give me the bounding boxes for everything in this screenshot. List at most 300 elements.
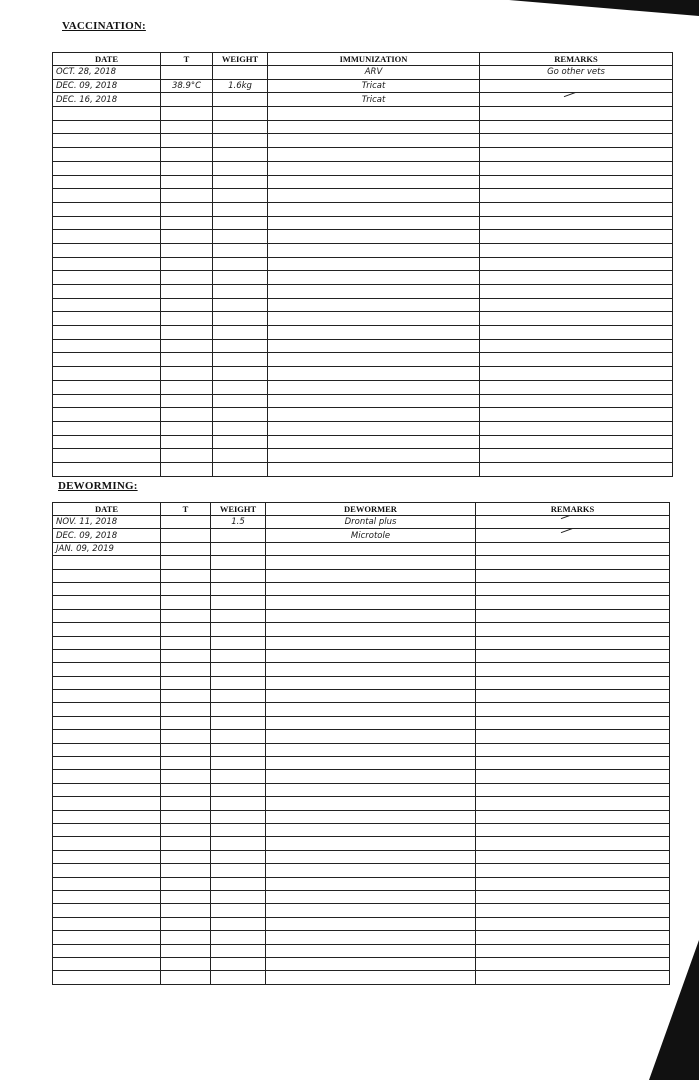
table-row <box>53 107 673 121</box>
table-row <box>53 161 673 175</box>
cell-t <box>161 944 211 957</box>
table-row <box>53 202 673 216</box>
cell-weight <box>213 120 268 134</box>
column-header-date: DATE <box>53 503 161 516</box>
cell-t <box>161 421 213 435</box>
cell-weight <box>213 161 268 175</box>
cell-t <box>161 243 213 257</box>
cell-t <box>161 810 211 823</box>
cell-remarks: Go other vets <box>480 66 673 80</box>
table-row <box>53 189 673 203</box>
cell-date <box>53 449 161 463</box>
cell-date <box>53 716 161 729</box>
table-row <box>53 285 673 299</box>
cell-remarks <box>476 850 670 863</box>
column-header-remarks: REMARKS <box>476 503 670 516</box>
cell-date <box>53 462 161 476</box>
cell-remarks <box>480 257 673 271</box>
cell-date <box>53 703 161 716</box>
cell-t <box>161 649 211 662</box>
cell-t <box>161 690 211 703</box>
cell-weight <box>211 676 266 689</box>
cell-t <box>161 837 211 850</box>
cell-immunization <box>268 367 480 381</box>
cell-date <box>53 917 161 930</box>
cell-t <box>161 257 213 271</box>
cell-t <box>161 93 213 107</box>
cell-date <box>53 957 161 970</box>
cell-date <box>53 408 161 422</box>
cell-remarks <box>476 837 670 850</box>
cell-remarks <box>476 636 670 649</box>
cell-weight <box>211 823 266 836</box>
vaccination-title: VACCINATION: <box>62 20 146 32</box>
table-row <box>53 582 670 595</box>
table-row <box>53 542 670 555</box>
cell-weight <box>213 421 268 435</box>
cell-t <box>161 367 213 381</box>
cell-date <box>53 394 161 408</box>
cell-immunization <box>268 120 480 134</box>
cell-weight <box>211 810 266 823</box>
table-row <box>53 353 673 367</box>
cell-date <box>53 556 161 569</box>
vaccination-table <box>52 52 673 477</box>
cell-remarks <box>476 596 670 609</box>
cell-date <box>53 271 161 285</box>
cell-date <box>53 971 161 984</box>
cell-date <box>53 837 161 850</box>
cell-date <box>53 148 161 162</box>
table-row <box>53 216 673 230</box>
cell-t <box>161 134 213 148</box>
cell-remarks <box>476 569 670 582</box>
cell-weight <box>213 367 268 381</box>
cell-t <box>161 175 213 189</box>
table-row <box>53 312 673 326</box>
cell-remarks <box>480 298 673 312</box>
cell-remarks <box>476 757 670 770</box>
cell-date <box>53 161 161 175</box>
cell-dewormer <box>266 971 476 984</box>
cell-dewormer <box>266 864 476 877</box>
table-row <box>53 837 670 850</box>
cell-remarks <box>476 556 670 569</box>
table-row <box>53 148 673 162</box>
cell-remarks <box>480 230 673 244</box>
table-row <box>53 850 670 863</box>
cell-dewormer <box>266 676 476 689</box>
cell-date <box>53 649 161 662</box>
cell-remarks <box>480 449 673 463</box>
table-row <box>53 257 673 271</box>
cell-t <box>161 971 211 984</box>
table-row <box>53 569 670 582</box>
table-row <box>53 890 670 903</box>
cell-dewormer <box>266 569 476 582</box>
cell-weight <box>213 230 268 244</box>
table-row <box>53 380 673 394</box>
table-row <box>53 435 673 449</box>
cell-t <box>161 271 213 285</box>
cell-dewormer <box>266 890 476 903</box>
cell-remarks <box>480 380 673 394</box>
cell-weight <box>213 449 268 463</box>
cell-immunization <box>268 216 480 230</box>
cell-dewormer <box>266 837 476 850</box>
cell-dewormer <box>266 636 476 649</box>
cell-remarks <box>480 243 673 257</box>
table-row <box>53 971 670 984</box>
column-header-immunization: IMMUNIZATION <box>268 53 480 66</box>
cell-dewormer <box>266 823 476 836</box>
cell-date <box>53 676 161 689</box>
cell-date <box>53 257 161 271</box>
cell-t <box>161 66 213 80</box>
table-row <box>53 636 670 649</box>
cell-t <box>161 516 211 529</box>
cell-t <box>161 703 211 716</box>
cell-immunization: Tricat <box>268 93 480 107</box>
table-row <box>53 516 670 529</box>
cell-immunization <box>268 326 480 340</box>
cell-date <box>53 743 161 756</box>
cell-date <box>53 636 161 649</box>
cell-weight <box>213 107 268 121</box>
cell-remarks <box>476 917 670 930</box>
cell-t <box>161 107 213 121</box>
cell-date <box>53 890 161 903</box>
cell-remarks <box>480 353 673 367</box>
cell-date <box>53 230 161 244</box>
cell-t <box>161 298 213 312</box>
cell-date <box>53 435 161 449</box>
cell-remarks <box>480 79 673 93</box>
cell-dewormer: Microtole <box>266 529 476 542</box>
cell-remarks <box>476 797 670 810</box>
table-row <box>53 449 673 463</box>
cell-weight <box>211 716 266 729</box>
cell-dewormer <box>266 783 476 796</box>
cell-weight <box>211 837 266 850</box>
table-row <box>53 326 673 340</box>
cell-dewormer <box>266 556 476 569</box>
cell-remarks <box>476 609 670 622</box>
table-row <box>53 716 670 729</box>
table-row <box>53 797 670 810</box>
cell-date <box>53 285 161 299</box>
table-row <box>53 66 673 80</box>
cell-remarks <box>480 148 673 162</box>
cell-remarks <box>480 462 673 476</box>
cell-date <box>53 380 161 394</box>
cell-remarks <box>480 134 673 148</box>
cell-t <box>161 663 211 676</box>
cell-date <box>53 690 161 703</box>
cell-date <box>53 623 161 636</box>
table-row <box>53 609 670 622</box>
table-row <box>53 134 673 148</box>
cell-remarks <box>476 703 670 716</box>
cell-date <box>53 189 161 203</box>
cell-immunization <box>268 394 480 408</box>
cell-date <box>53 663 161 676</box>
cell-remarks <box>476 810 670 823</box>
cell-dewormer <box>266 716 476 729</box>
cell-t <box>161 931 211 944</box>
cell-dewormer <box>266 582 476 595</box>
cell-dewormer <box>266 690 476 703</box>
cell-weight <box>211 917 266 930</box>
cell-dewormer <box>266 917 476 930</box>
cell-weight <box>213 326 268 340</box>
cell-t <box>161 797 211 810</box>
cell-t <box>161 161 213 175</box>
cell-date <box>53 757 161 770</box>
cell-weight <box>213 66 268 80</box>
cell-immunization <box>268 380 480 394</box>
table-row <box>53 298 673 312</box>
table-row <box>53 663 670 676</box>
table-row <box>53 623 670 636</box>
cell-weight <box>211 649 266 662</box>
cell-weight <box>211 690 266 703</box>
cell-t <box>161 189 213 203</box>
cell-t <box>161 312 213 326</box>
cell-immunization: Tricat <box>268 79 480 93</box>
table-row <box>53 770 670 783</box>
cell-dewormer: Drontal plus <box>266 516 476 529</box>
cell-date <box>53 730 161 743</box>
check-stroke <box>560 516 583 525</box>
cell-remarks <box>480 435 673 449</box>
cell-date <box>53 107 161 121</box>
cell-t <box>161 449 213 463</box>
cell-t <box>161 864 211 877</box>
column-header-t: T <box>161 503 211 516</box>
cell-immunization <box>268 230 480 244</box>
cell-weight <box>213 216 268 230</box>
table-row <box>53 783 670 796</box>
cell-remarks <box>480 326 673 340</box>
cell-weight <box>213 175 268 189</box>
cell-weight <box>211 904 266 917</box>
cell-t <box>161 394 213 408</box>
cell-date <box>53 810 161 823</box>
cell-remarks <box>480 408 673 422</box>
column-header-t: T <box>161 53 213 66</box>
table-row <box>53 408 673 422</box>
cell-t: 38.9°C <box>161 79 213 93</box>
cell-weight <box>211 850 266 863</box>
cell-date: NOV. 11, 2018 <box>53 516 161 529</box>
cell-remarks <box>476 649 670 662</box>
cell-remarks <box>476 730 670 743</box>
cell-dewormer <box>266 944 476 957</box>
cell-weight <box>213 408 268 422</box>
cell-immunization <box>268 257 480 271</box>
cell-dewormer <box>266 743 476 756</box>
column-header-date: DATE <box>53 53 161 66</box>
cell-remarks <box>480 312 673 326</box>
cell-weight <box>211 971 266 984</box>
cell-date <box>53 175 161 189</box>
cell-remarks <box>480 93 673 107</box>
column-header-weight: WEIGHT <box>213 53 268 66</box>
cell-weight <box>211 783 266 796</box>
cell-t <box>161 877 211 890</box>
cell-weight <box>211 623 266 636</box>
cell-remarks <box>476 877 670 890</box>
cell-dewormer <box>266 770 476 783</box>
cell-weight <box>211 663 266 676</box>
cell-weight <box>211 931 266 944</box>
table-row <box>53 904 670 917</box>
cell-date: OCT. 28, 2018 <box>53 66 161 80</box>
cell-weight <box>211 529 266 542</box>
cell-weight <box>213 312 268 326</box>
cell-weight <box>213 257 268 271</box>
cell-date <box>53 797 161 810</box>
cell-t <box>161 636 211 649</box>
table-row <box>53 394 673 408</box>
table-row <box>53 810 670 823</box>
cell-dewormer <box>266 730 476 743</box>
cell-remarks <box>480 421 673 435</box>
cell-immunization <box>268 298 480 312</box>
cell-weight <box>213 394 268 408</box>
cell-weight <box>211 596 266 609</box>
cell-weight <box>213 202 268 216</box>
cell-remarks <box>476 823 670 836</box>
table-row <box>53 243 673 257</box>
cell-dewormer <box>266 810 476 823</box>
cell-date <box>53 134 161 148</box>
cell-remarks <box>476 864 670 877</box>
cell-weight <box>213 462 268 476</box>
cell-remarks <box>480 161 673 175</box>
vaccination-header-row <box>53 53 673 66</box>
cell-immunization <box>268 435 480 449</box>
column-header-remarks: REMARKS <box>480 53 673 66</box>
cell-t <box>161 529 211 542</box>
cell-weight <box>213 148 268 162</box>
cell-date <box>53 298 161 312</box>
cell-date: DEC. 09, 2018 <box>53 529 161 542</box>
table-row <box>53 743 670 756</box>
cell-t <box>161 676 211 689</box>
cell-date: JAN. 09, 2019 <box>53 542 161 555</box>
cell-remarks <box>476 623 670 636</box>
cell-t <box>161 556 211 569</box>
cell-t <box>161 339 213 353</box>
cell-remarks <box>476 931 670 944</box>
cell-remarks <box>476 890 670 903</box>
table-row <box>53 864 670 877</box>
cell-dewormer <box>266 904 476 917</box>
cell-weight <box>211 757 266 770</box>
cell-weight <box>213 435 268 449</box>
cell-weight <box>213 298 268 312</box>
cell-remarks <box>480 271 673 285</box>
cell-t <box>161 783 211 796</box>
cell-date <box>53 931 161 944</box>
cell-date <box>53 326 161 340</box>
cell-dewormer <box>266 877 476 890</box>
cell-t <box>161 353 213 367</box>
cell-weight <box>211 542 266 555</box>
deworming-table <box>52 502 670 985</box>
cell-date <box>53 569 161 582</box>
cell-remarks <box>480 339 673 353</box>
cell-date <box>53 944 161 957</box>
table-row <box>53 556 670 569</box>
cell-remarks <box>476 743 670 756</box>
column-header-weight: WEIGHT <box>211 503 266 516</box>
cell-dewormer <box>266 649 476 662</box>
cell-weight <box>211 609 266 622</box>
table-row <box>53 230 673 244</box>
cell-remarks <box>480 189 673 203</box>
cell-immunization <box>268 189 480 203</box>
cell-date <box>53 877 161 890</box>
cell-dewormer <box>266 663 476 676</box>
cell-date: DEC. 16, 2018 <box>53 93 161 107</box>
cell-t <box>161 904 211 917</box>
cell-dewormer <box>266 542 476 555</box>
cell-date <box>53 312 161 326</box>
cell-date <box>53 596 161 609</box>
cell-date <box>53 823 161 836</box>
column-header-dewormer: DEWORMER <box>266 503 476 516</box>
cell-t <box>161 596 211 609</box>
cell-date <box>53 120 161 134</box>
table-row <box>53 93 673 107</box>
table-row <box>53 676 670 689</box>
cell-t <box>161 890 211 903</box>
cell-t <box>161 230 213 244</box>
cell-weight <box>211 877 266 890</box>
table-row <box>53 823 670 836</box>
table-row <box>53 339 673 353</box>
cell-dewormer <box>266 703 476 716</box>
cell-remarks <box>476 663 670 676</box>
cell-remarks <box>480 216 673 230</box>
cell-t <box>161 623 211 636</box>
table-row <box>53 529 670 542</box>
table-row <box>53 957 670 970</box>
cell-dewormer <box>266 931 476 944</box>
cell-weight <box>211 569 266 582</box>
cell-t <box>161 743 211 756</box>
cell-weight <box>213 93 268 107</box>
cell-immunization <box>268 285 480 299</box>
cell-t <box>161 408 213 422</box>
cell-date <box>53 770 161 783</box>
cell-immunization <box>268 462 480 476</box>
cell-t <box>161 957 211 970</box>
table-row <box>53 462 673 476</box>
cell-date <box>53 367 161 381</box>
cell-t <box>161 148 213 162</box>
cell-remarks <box>480 285 673 299</box>
cell-dewormer <box>266 797 476 810</box>
cell-weight: 1.6kg <box>213 79 268 93</box>
cell-t <box>161 120 213 134</box>
cell-t <box>161 569 211 582</box>
cell-date <box>53 339 161 353</box>
scan-shadow-top <box>509 0 699 16</box>
